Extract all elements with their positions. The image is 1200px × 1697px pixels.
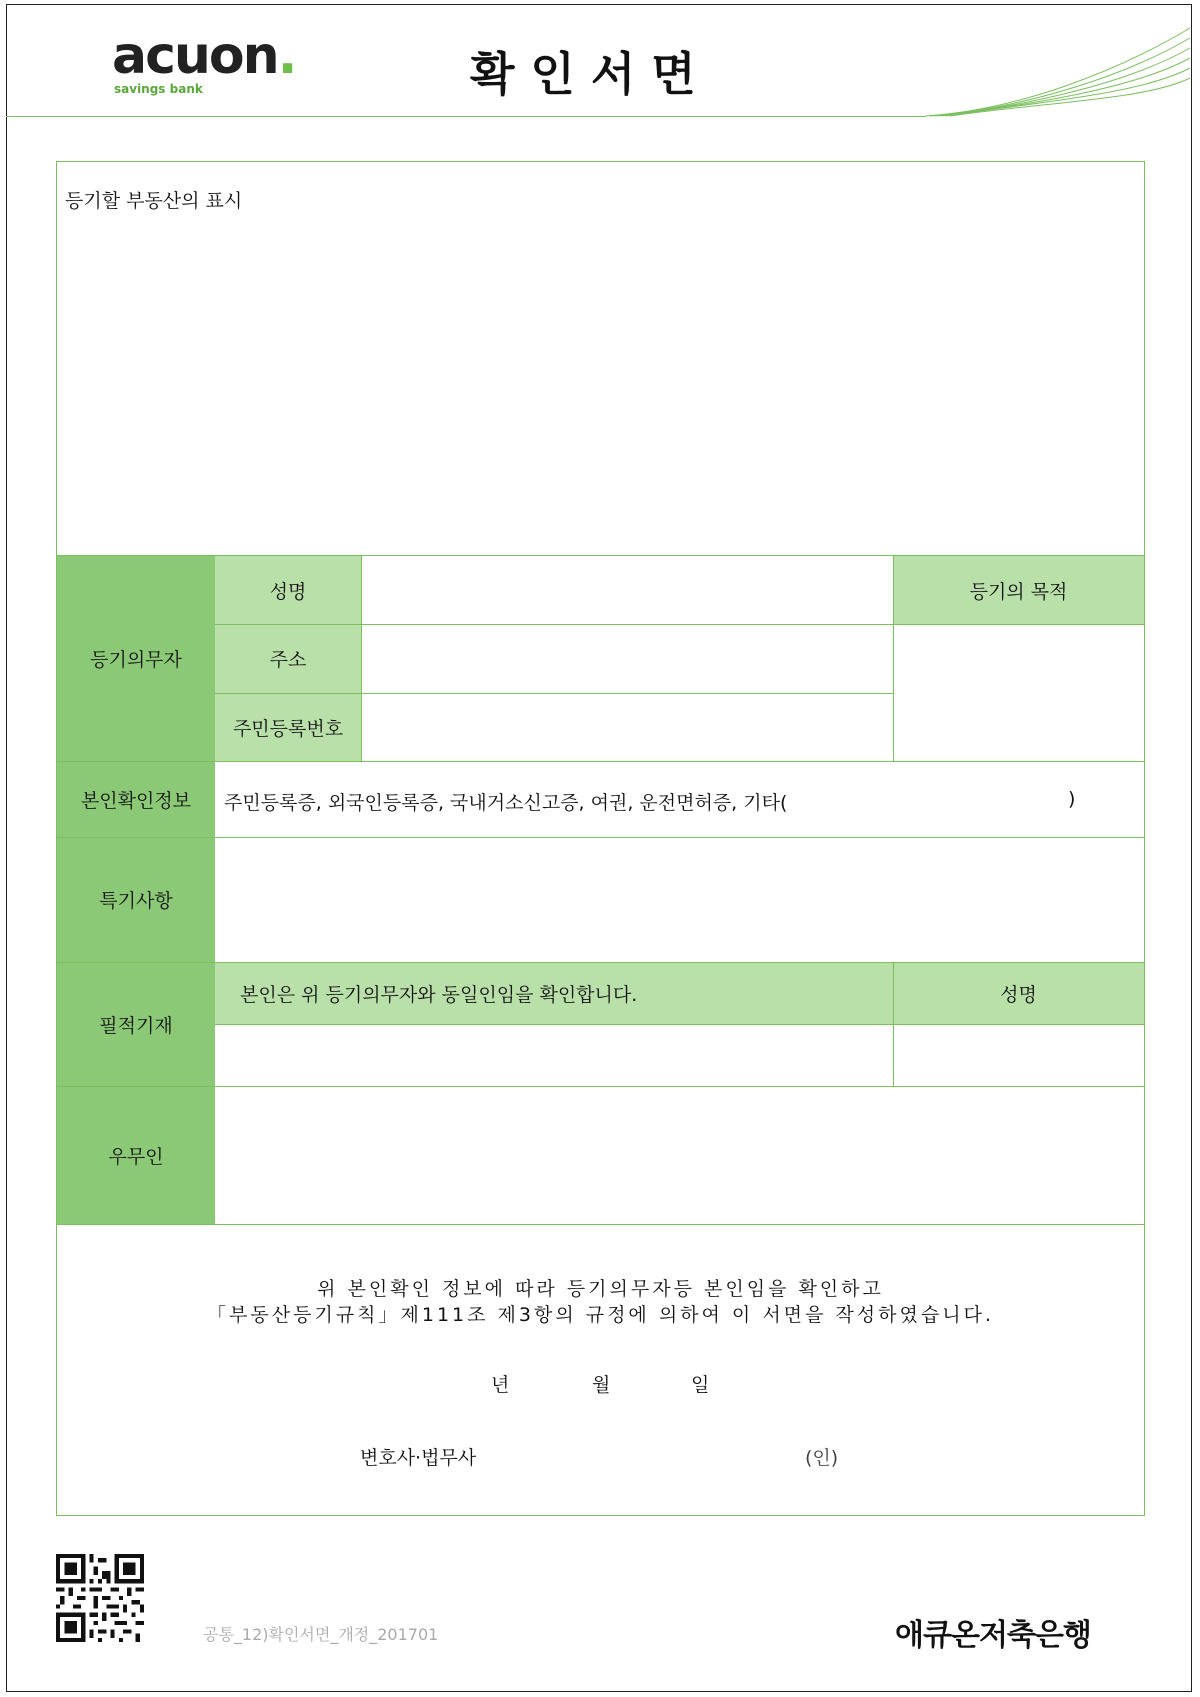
id-info-options: 주민등록증, 외국인등록증, 국내거소신고증, 여권, 운전면허증, 기타( <box>224 792 788 814</box>
handwriting-input[interactable] <box>216 1025 892 1085</box>
rrn-label: 주민등록번호 <box>215 693 361 761</box>
date-year-label: 년 <box>491 1374 510 1396</box>
thumbprint-label: 우무인 <box>57 1086 215 1224</box>
brand-name: 애큐온저축은행 <box>895 1618 1091 1653</box>
handwriting-name-input[interactable] <box>894 1025 1143 1085</box>
purpose-label: 등기의 목적 <box>893 556 1144 624</box>
swoosh-decoration-icon <box>900 20 1192 120</box>
acuon-logo: acuon. savings bank <box>112 26 296 96</box>
seal-label: (인) <box>805 1447 839 1469</box>
id-info-label: 본인확인정보 <box>57 761 215 837</box>
name-input[interactable] <box>362 557 892 623</box>
confirmation-form <box>56 161 1145 1516</box>
statement-line-2: 「부동산등기규칙」제111조 제3항의 규정에 의하여 이 서면을 작성하였습니다. <box>207 1304 994 1326</box>
rrn-input[interactable] <box>362 694 892 760</box>
qr-code-icon <box>56 1554 144 1642</box>
date-day-label: 일 <box>691 1374 710 1396</box>
purpose-input[interactable] <box>894 625 1143 760</box>
property-label: 등기할 부동산의 표시 <box>65 190 243 212</box>
date-month-label: 월 <box>592 1374 611 1396</box>
handwriting-statement: 본인은 위 등기의무자와 동일인임을 확인합니다. <box>215 962 893 1024</box>
handwriting-name-label: 성명 <box>893 962 1144 1024</box>
thumbprint-area[interactable] <box>216 1087 1143 1223</box>
handwriting-label: 필적기재 <box>57 962 215 1086</box>
header-divider <box>6 116 926 117</box>
remarks-input[interactable] <box>216 838 1143 961</box>
lawyer-label: 변호사·법무사 <box>360 1447 477 1469</box>
logo-subtitle: savings bank <box>114 82 203 96</box>
statement-line-1: 위 본인확인 정보에 따라 등기의무자등 본인임을 확인하고 <box>317 1278 884 1300</box>
address-input[interactable] <box>362 625 892 692</box>
address-label: 주소 <box>215 624 361 693</box>
document-id: 공통_12)확인서면_개정_201701 <box>203 1625 439 1644</box>
page-title: 확인서면 <box>470 47 712 101</box>
remarks-label: 특기사항 <box>57 837 215 962</box>
id-info-close: ) <box>1068 788 1076 810</box>
name-label: 성명 <box>215 556 361 624</box>
obligor-label: 등기의무자 <box>57 556 215 761</box>
